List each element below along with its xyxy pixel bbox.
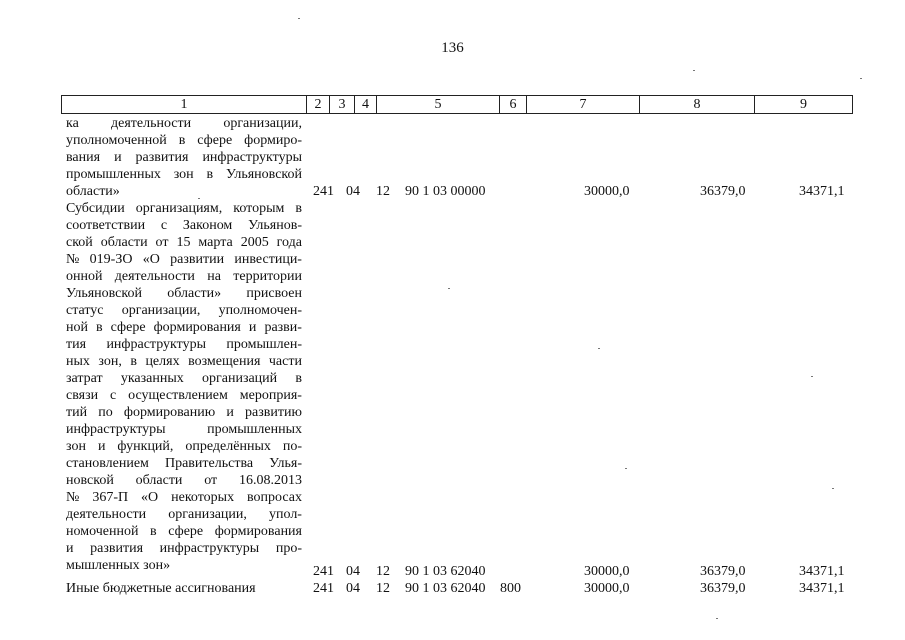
desc-word: уполномочен-: [218, 303, 302, 318]
desc-line: [66, 523, 302, 540]
desc-word: 019-ЗО: [89, 252, 133, 267]
cell-col8: 36379,0: [700, 184, 746, 199]
desc-word: от: [204, 473, 218, 488]
desc-line: [66, 200, 302, 217]
desc-word: разви-: [264, 320, 302, 335]
desc-word: ской: [66, 235, 93, 250]
cell-col6: 800: [500, 581, 521, 596]
desc-word: Правительства: [164, 456, 254, 471]
desc-word: и: [114, 150, 122, 165]
desc-word: с: [110, 388, 117, 403]
desc-line: [66, 268, 302, 285]
desc-word: вания: [66, 150, 101, 165]
desc-line: [66, 132, 302, 149]
desc-word: организациям,: [135, 201, 223, 216]
desc-word: инвестици-: [234, 252, 302, 267]
desc-word: в: [206, 167, 214, 182]
cell-col2: 241: [313, 581, 334, 596]
header-col-2: 2: [307, 96, 330, 113]
desc-word: зон: [66, 439, 86, 454]
cell-col4: 12: [376, 564, 390, 579]
cell-col5: 90 1 03 62040: [405, 564, 486, 579]
scan-speck: [832, 488, 834, 489]
desc-line: [66, 455, 302, 472]
desc-word: развитию: [245, 405, 302, 420]
desc-word: «О: [141, 490, 159, 505]
desc-word: затрат: [66, 371, 103, 386]
desc-word: области: [100, 235, 148, 250]
desc-line: области»: [66, 184, 120, 199]
desc-word: деятельности: [110, 116, 192, 131]
desc-line: [66, 489, 302, 506]
desc-word: зон: [173, 167, 194, 182]
row3-values: [0, 580, 905, 597]
desc-line: [66, 251, 302, 268]
desc-line: [66, 285, 302, 302]
desc-line: [66, 472, 302, 489]
desc-word: в: [96, 320, 103, 335]
desc-word: и: [66, 541, 74, 556]
desc-word: в: [295, 201, 302, 216]
scan-speck: [598, 348, 600, 349]
desc-line: [66, 149, 302, 166]
desc-word: осуществлением: [128, 388, 228, 403]
desc-word: инфраструктуры: [66, 422, 166, 437]
desc-word: Ульянов-: [248, 218, 302, 233]
desc-word: указанных: [120, 371, 184, 386]
scan-speck: [716, 618, 718, 619]
cell-col7: 30000,0: [584, 184, 630, 199]
desc-word: промышленных: [66, 167, 161, 182]
desc-line: [66, 421, 302, 438]
desc-word: инфраструктуры: [106, 337, 206, 352]
scan-speck: [448, 288, 450, 289]
desc-word: вопросах: [247, 490, 302, 505]
desc-word: сфере: [110, 320, 146, 335]
desc-word: развития: [90, 541, 144, 556]
desc-word: онной: [66, 269, 103, 284]
desc-word: статус: [66, 303, 104, 318]
desc-word: в: [130, 354, 137, 369]
header-col-4: 4: [355, 96, 377, 113]
desc-word: упол-: [269, 507, 302, 522]
desc-line: [66, 353, 302, 370]
desc-word: с: [160, 218, 168, 233]
desc-word: инфраструктуры: [202, 150, 302, 165]
desc-word: соответствии: [66, 218, 146, 233]
desc-word: связи: [66, 388, 99, 403]
desc-word: организации,: [168, 507, 247, 522]
desc-word: 367-П: [92, 490, 129, 505]
desc-line: [66, 404, 302, 421]
desc-word: на: [207, 269, 221, 284]
cell-col5: 90 1 03 00000: [405, 184, 486, 199]
cell-col8: 36379,0: [700, 564, 746, 579]
desc-word: формированию: [123, 405, 216, 420]
desc-line: [66, 115, 302, 132]
desc-word: формиро-: [244, 133, 302, 148]
desc-word: промышлен-: [226, 337, 302, 352]
page-number: 136: [441, 40, 464, 56]
cell-col3: 04: [346, 581, 360, 596]
desc-word: ных: [66, 354, 90, 369]
desc-word: 15: [176, 235, 191, 250]
desc-word: сфере: [168, 524, 204, 539]
desc-line: [66, 302, 302, 319]
desc-word: в: [295, 371, 302, 386]
desc-line: [66, 540, 302, 557]
desc-word: деятельности: [66, 507, 147, 522]
desc-line: [66, 336, 302, 353]
row2-values: [0, 563, 905, 580]
desc-word: Ульяновской: [66, 286, 142, 301]
desc-word: организации,: [121, 303, 201, 318]
desc-word: в: [150, 524, 157, 539]
cell-col7: 30000,0: [584, 581, 630, 596]
desc-word: области: [135, 473, 183, 488]
cell-col3: 04: [346, 184, 360, 199]
desc-line: [66, 370, 302, 387]
desc-word: новской: [66, 473, 114, 488]
desc-word: Улья-: [269, 456, 302, 471]
desc-word: «О: [142, 252, 160, 267]
cell-col9: 34371,1: [799, 564, 845, 579]
desc-word: становлением: [66, 456, 149, 471]
row1-values: [0, 183, 905, 200]
desc-word: Ульяновской: [226, 167, 302, 182]
desc-word: ка: [66, 116, 79, 131]
desc-word: промышленных: [207, 422, 302, 437]
header-col-8: 8: [640, 96, 755, 113]
desc-word: Законом: [182, 218, 233, 233]
desc-word: территории: [233, 269, 302, 284]
header-col-6: 6: [500, 96, 527, 113]
cell-col9: 34371,1: [799, 581, 845, 596]
desc-line: [66, 319, 302, 336]
desc-word: от: [155, 235, 169, 250]
header-col-7: 7: [527, 96, 640, 113]
desc-line: [66, 438, 302, 455]
desc-word: части: [268, 354, 302, 369]
desc-word: и: [97, 439, 106, 454]
desc-word: по-: [282, 439, 302, 454]
scan-speck: [198, 198, 200, 199]
desc-word: №: [66, 490, 80, 505]
desc-word: года: [276, 235, 302, 250]
desc-line: [66, 166, 302, 183]
desc-line: [66, 506, 302, 523]
cell-col4: 12: [376, 184, 390, 199]
desc-line: [66, 217, 302, 234]
desc-word: сфере: [197, 133, 233, 148]
desc-word: области»: [167, 286, 222, 301]
desc-line: [66, 387, 302, 404]
header-col-3: 3: [330, 96, 355, 113]
header-col-9: 9: [800, 97, 807, 112]
desc-word: №: [66, 252, 80, 267]
desc-word: мероприя-: [239, 388, 302, 403]
desc-word: определённых: [185, 439, 271, 454]
desc-word: 2005: [240, 235, 269, 250]
desc-word: формирования: [153, 320, 241, 335]
desc-word: в: [178, 133, 186, 148]
cell-col5: 90 1 03 62040: [405, 581, 486, 596]
desc-line: [66, 234, 302, 251]
desc-word: организаций: [202, 371, 278, 386]
desc-word: присвоен: [246, 286, 302, 301]
scan-speck: [298, 18, 300, 19]
desc-word: тий: [66, 405, 88, 420]
scan-speck: [693, 70, 695, 71]
desc-word: некоторых: [171, 490, 235, 505]
desc-word: по: [98, 405, 113, 420]
cell-col2: 241: [313, 564, 334, 579]
desc-word: инфраструктуры: [159, 541, 260, 556]
table-header-row: [61, 95, 853, 114]
desc-word: развития: [135, 150, 189, 165]
desc-word: развитии: [170, 252, 225, 267]
scan-speck: [811, 376, 813, 377]
desc-word: организации,: [223, 116, 302, 131]
desc-word: Субсидии: [66, 201, 125, 216]
cell-col7: 30000,0: [584, 564, 630, 579]
row2-description: [66, 200, 302, 574]
cell-col9: 34371,1: [799, 184, 845, 199]
desc-word: марта: [198, 235, 233, 250]
desc-word: возмещения: [188, 354, 261, 369]
desc-word: зон,: [98, 354, 122, 369]
desc-line: Иные бюджетные ассигнования: [66, 581, 256, 596]
scan-speck: [625, 468, 627, 469]
desc-line: мышленных зон»: [66, 558, 171, 573]
cell-col3: 04: [346, 564, 360, 579]
cell-col2: 241: [313, 184, 334, 199]
desc-word: про-: [275, 541, 302, 556]
desc-word: 16.08.2013: [238, 473, 302, 488]
desc-word: деятельности: [114, 269, 195, 284]
desc-word: номоченной: [66, 524, 139, 539]
desc-word: целях: [145, 354, 180, 369]
desc-word: тия: [66, 337, 87, 352]
scan-speck: [860, 78, 862, 79]
header-col-5: 5: [377, 96, 500, 113]
cell-col4: 12: [376, 581, 390, 596]
desc-word: формирования: [214, 524, 302, 539]
header-col-1: 1: [62, 96, 307, 113]
desc-word: функций,: [117, 439, 174, 454]
desc-word: уполномоченной: [66, 133, 167, 148]
desc-word: ной: [66, 320, 88, 335]
cell-col8: 36379,0: [700, 581, 746, 596]
desc-word: и: [248, 320, 257, 335]
desc-word: которым: [233, 201, 285, 216]
desc-word: и: [226, 405, 234, 420]
